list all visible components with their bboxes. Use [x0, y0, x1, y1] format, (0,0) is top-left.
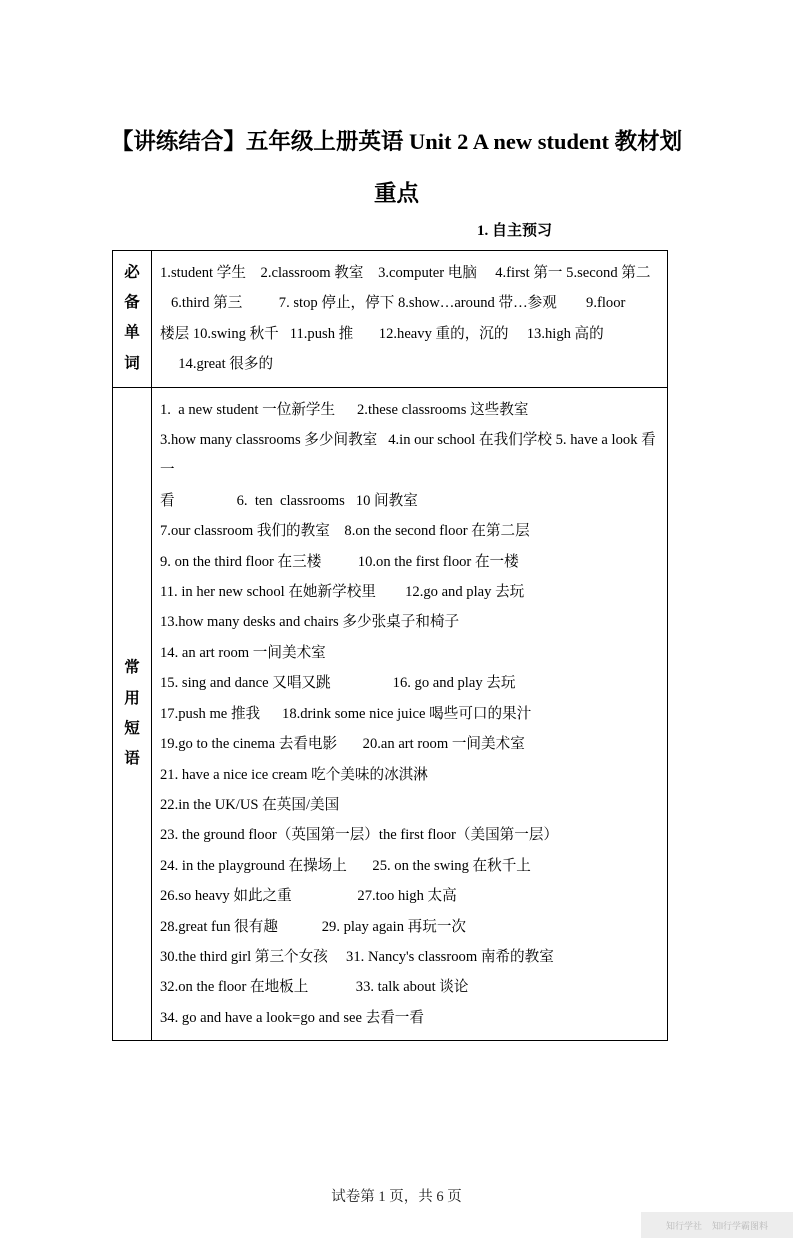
phrase-line: 24. in the playground 在操场上 25. on the swing 在秋千上 — [160, 857, 531, 874]
row-header-phrases-label: 常用短语 — [124, 659, 140, 768]
phrase-line: 13.how many desks and chairs 多少张桌子和椅子 — [160, 614, 460, 631]
row-header-words-label: 必备单词 — [124, 264, 140, 372]
phrase-line: 看 6. ten classrooms 10 间教室 — [160, 492, 418, 509]
vocab-line: 1.student 学生 2.classroom 教室 3.computer 电脑 4.first 第一 5.second 第二 — [160, 265, 651, 281]
phrase-line: 32.on the floor 在地板上 33. talk about 谈论 — [160, 979, 469, 996]
row-header-words — [113, 251, 152, 388]
watermark — [641, 1212, 793, 1238]
watermark-left-text: 知行学社 — [665, 1220, 702, 1231]
words-lines — [152, 251, 667, 387]
worksheet-page — [0, 116, 793, 1238]
page-title: 【讲练结合】五年级上册英语 Unit 2 A new student 教材划重点 — [110, 129, 683, 206]
phrase-line: 3.how many classrooms 多少间教室 4.in our school 在我们学校 5. have a look 看一 — [160, 432, 656, 479]
table-row-phrases — [113, 387, 668, 1041]
phrase-line: 21. have a nice ice cream 吃个美味的冰淇淋 — [160, 766, 428, 783]
phrase-lines — [152, 388, 667, 1041]
phrase-line: 34. go and have a look=go and see 去看一看 — [160, 1009, 424, 1026]
section-heading: 1. 自主预习 — [477, 223, 553, 239]
phrase-line: 26.so heavy 如此之重 27.too high 太高 — [160, 888, 457, 905]
phrase-line: 23. the ground floor（英国第一层）the first floor（美国第一层） — [160, 827, 559, 844]
phrase-line: 9. on the third floor 在三楼 10.on the first floor 在一楼 — [160, 553, 519, 570]
phrases-cell — [152, 387, 668, 1041]
phrase-line: 1. a new student 一位新学生 2.these classrooms 这些教室 — [160, 401, 529, 418]
phrase-line: 11. in her new school 在她新学校里 12.go and play 去玩 — [160, 584, 525, 601]
phrase-line: 7.our classroom 我们的教室 8.on the second floor 在第二层 — [160, 523, 530, 540]
phrase-line: 22.in the UK/US 在英国/美国 — [160, 796, 340, 813]
row-header-phrases — [113, 387, 152, 1041]
phrase-line: 17.push me 推我 18.drink some nice juice 喝些可口的果汁 — [160, 705, 532, 722]
vocab-line: 6.third 第三 7. stop 停止，停下 8.show…around 带…参观 9.floor — [160, 295, 626, 312]
page-footer: 试卷第 1 页，共 6 页 — [331, 1189, 462, 1205]
words-cell — [152, 251, 668, 388]
phrase-line: 14. an art room 一间美术室 — [160, 644, 326, 661]
watermark-right-text: 知l行学霸图料 — [712, 1220, 768, 1231]
phrase-line: 15. sing and dance 又唱又跳 16. go and play 去玩 — [160, 675, 516, 692]
table-row-words — [113, 251, 668, 388]
vocab-line: 楼层 10.swing 秋千 11.push 推 12.heavy 重的，沉的 13.high 高的 — [160, 325, 604, 342]
vocab-line: 14.great 很多的 — [160, 356, 274, 373]
phrase-line: 30.the third girl 第三个女孩 31. Nancy's classroom 南希的教室 — [160, 948, 554, 965]
phrase-line: 19.go to the cinema 去看电影 20.an art room 一间美术室 — [160, 736, 525, 753]
vocab-table — [112, 250, 668, 1041]
phrase-line: 28.great fun 很有趣 29. play again 再玩一次 — [160, 918, 467, 935]
